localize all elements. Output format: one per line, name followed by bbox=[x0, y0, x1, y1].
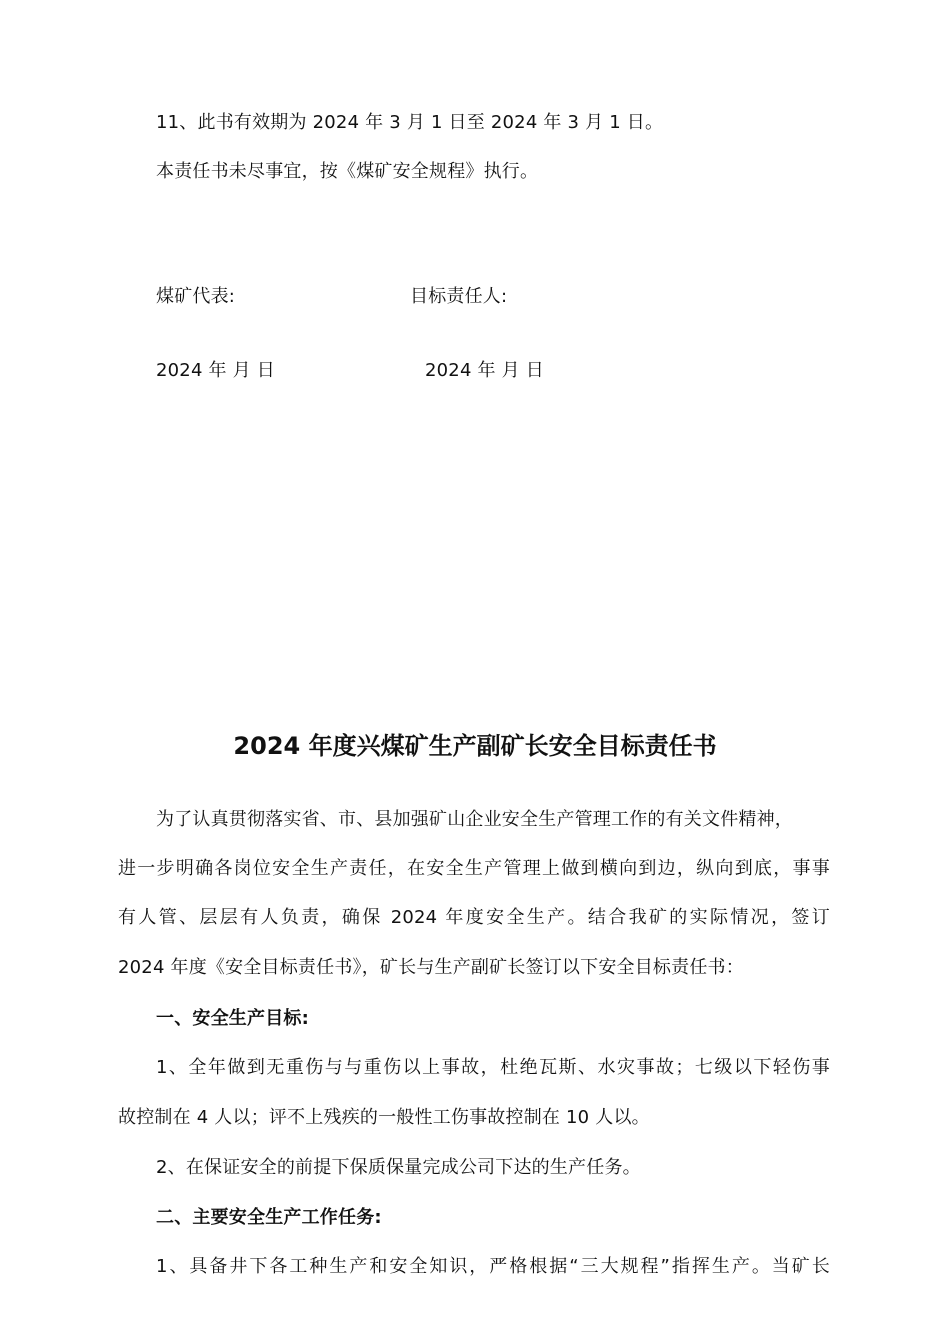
document-title: 2024 年度兴煤矿生产副矿长安全目标责任书 bbox=[233, 732, 717, 760]
section-1-item-1-line-1: 1、全年做到无重伤与与重伤以上事故，杜绝瓦斯、水灾事故；七级以下轻伤事 bbox=[156, 1057, 830, 1078]
section-2-item-1-line-1: 1、具备井下各工种生产和安全知识，严格根据“三大规程”指挥生产。当矿长 bbox=[156, 1256, 830, 1277]
section-2-heading: 二、主要安全生产工作任务: bbox=[156, 1207, 382, 1228]
remark-clause: 本责任书未尽事宜，按《煤矿安全规程》执行。 bbox=[156, 161, 539, 182]
representative-date: 2024 年 月 日 bbox=[156, 360, 275, 381]
responsible-person-label: 目标责任人: bbox=[410, 286, 508, 307]
mine-representative-label: 煤矿代表: bbox=[156, 286, 236, 307]
intro-line-4: 2024 年度《安全目标责任书》，矿长与生产副矿长签订以下安全目标责任书： bbox=[118, 957, 744, 978]
section-1-item-2: 2、在保证安全的前提下保质保量完成公司下达的生产任务。 bbox=[156, 1157, 641, 1178]
intro-line-1: 为了认真贯彻落实省、市、县加强矿山企业安全生产管理工作的有关文件精神， bbox=[156, 809, 793, 830]
validity-clause: 11、此书有效期为 2024 年 3 月 1 日至 2024 年 3 月 1 日。 bbox=[156, 112, 664, 133]
section-1-heading: 一、安全生产目标: bbox=[156, 1008, 309, 1029]
intro-line-3: 有人管、层层有人负责，确保 2024 年度安全生产。结合我矿的实际情况，签订 bbox=[118, 907, 830, 928]
responsible-person-date: 2024 年 月 日 bbox=[425, 360, 544, 381]
intro-line-2: 进一步明确各岗位安全生产责任，在安全生产管理上做到横向到边，纵向到底，事事 bbox=[118, 858, 830, 879]
section-1-item-1-line-2: 故控制在 4 人以；评不上残疾的一般性工伤事故控制在 10 人以。 bbox=[118, 1107, 650, 1128]
